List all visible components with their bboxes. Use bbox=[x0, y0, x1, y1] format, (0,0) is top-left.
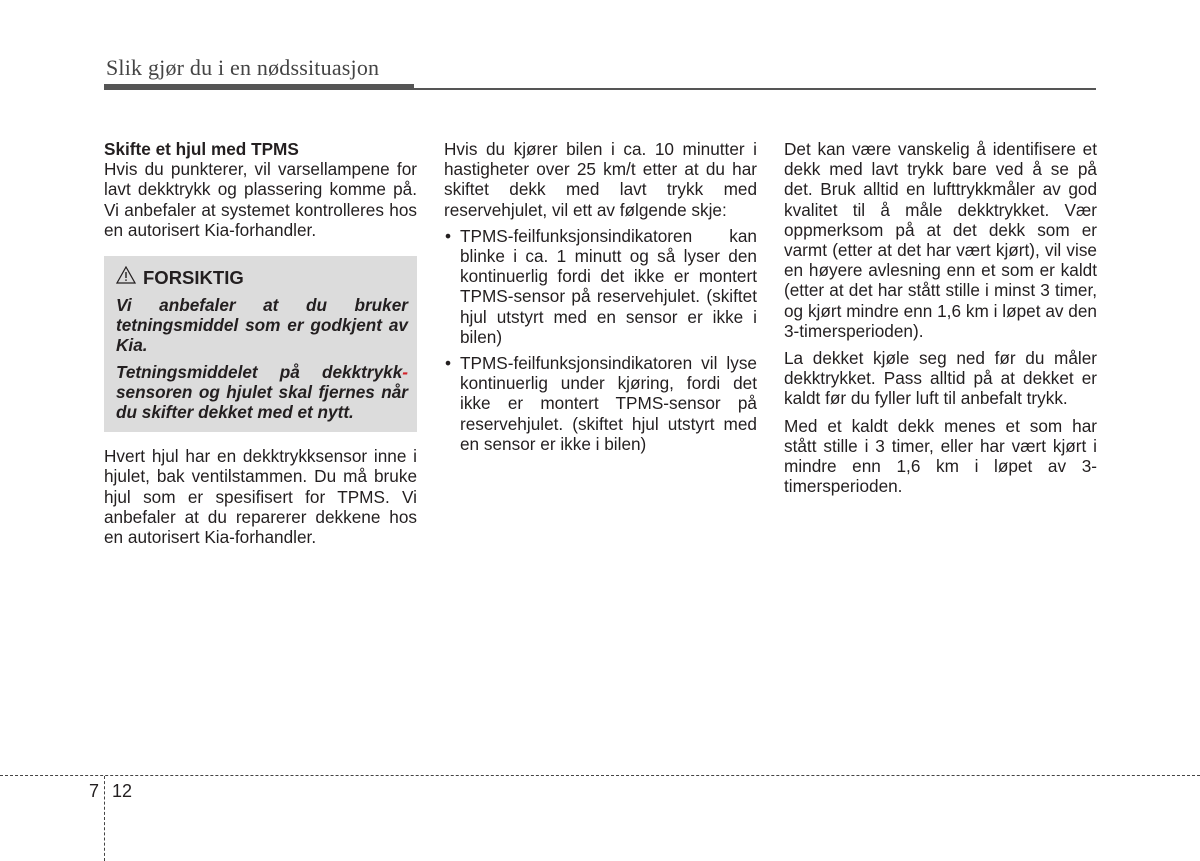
footer-divider bbox=[0, 775, 1200, 776]
header-rule-thick bbox=[104, 84, 414, 90]
paragraph-3: Med et kaldt dekk menes et som har stått stille i 3 timer, eller har vært kjørt i mindre enn 1,6 km i løpet av 3-timersperioden. bbox=[784, 415, 1097, 497]
intro-paragraph: Hvis du kjører bilen i ca. 10 minutter i hastigheter over 25 km/t etter at du har skiftet dekk med lavt trykk med reservehjulet, vil ett av følgende skje: bbox=[444, 139, 757, 220]
paragraph-2: La dekket kjøle seg ned før du måler dekktrykket. Pass alltid på at dekket er kaldt før du fyller luft til anbefalt trykk. bbox=[784, 348, 1097, 409]
caution-text-2-part-b: sensoren og hjulet skal fjernes når du skifter dekket med et nytt. bbox=[116, 381, 408, 423]
subheading: Skifte et hjul med TPMS bbox=[104, 139, 299, 159]
paragraph-1: Det kan være vanskelig å identifisere et dekk med lavt trykk bare ved å se på det. Bruk alltid en lufttrykkmåler av god kvalitet til å måle dekktrykket. Vær oppmerksom på at det dekk som er varmt (etter at det har vært kjørt), vil vise en høyere avlesning enn et som er kaldt (etter at det har stått stille i minst 3 timer, og kjørt mindre enn 1,6 km i løpet av den 3-timersperioden). bbox=[784, 139, 1097, 341]
bullet-list bbox=[444, 226, 757, 454]
caution-text-1: Vi anbefaler at du bruker tetningsmiddel som er godkjent av Kia. bbox=[116, 295, 408, 356]
caution-header bbox=[116, 266, 408, 289]
list-item: • TPMS-feilfunksjonsindikatoren vil lyse kontinuerlig under kjøring, fordi det ikke er montert TPMS-sensor på reservehjulet. (skiftet hjul utstyrt med en sensor er ikke i bilen) bbox=[444, 353, 757, 454]
caution-text-2 bbox=[116, 362, 408, 423]
footer-vertical-divider bbox=[104, 776, 105, 861]
header-rule-thin bbox=[414, 88, 1096, 90]
intro-paragraph: Hvis du punkterer, vil varsellampene for lavt dekktrykk og plassering komme på. Vi anbefaler at systemet kontrolleres hos en autorisert Kia-forhandler. bbox=[104, 159, 417, 240]
list-item: • TPMS-feilfunksjonsindikatoren kan blinke i ca. 1 minutt og så lyser den kontinuerlig fordi det ikke er montert TPMS-sensor på reservehjulet. (skiftet hjul utstyrt med en sensor er ikke i bilen) bbox=[444, 226, 757, 347]
chapter-number: 7 bbox=[89, 781, 100, 801]
page-number: 12 bbox=[112, 781, 133, 801]
warning-triangle-icon bbox=[116, 266, 143, 289]
column-right bbox=[784, 139, 1097, 496]
caution-box bbox=[104, 256, 417, 432]
caution-hyphen: - bbox=[402, 361, 408, 382]
caution-title: FORSIKTIG bbox=[143, 266, 244, 288]
caution-text-2-part-a: Tetningsmiddelet på dekktrykk bbox=[116, 361, 403, 382]
section-title: Slik gjør du i en nødssituasjon bbox=[106, 55, 380, 80]
body-paragraph: Hvert hjul har en dekktrykksensor inne i hjulet, bak ventilstammen. Du må bruke hjul som er spesifisert for TPMS. Vi anbefaler at du reparerer dekkene hos en autorisert Kia-forhandler. bbox=[104, 446, 417, 548]
column-left bbox=[104, 139, 417, 547]
column-middle bbox=[444, 139, 757, 460]
